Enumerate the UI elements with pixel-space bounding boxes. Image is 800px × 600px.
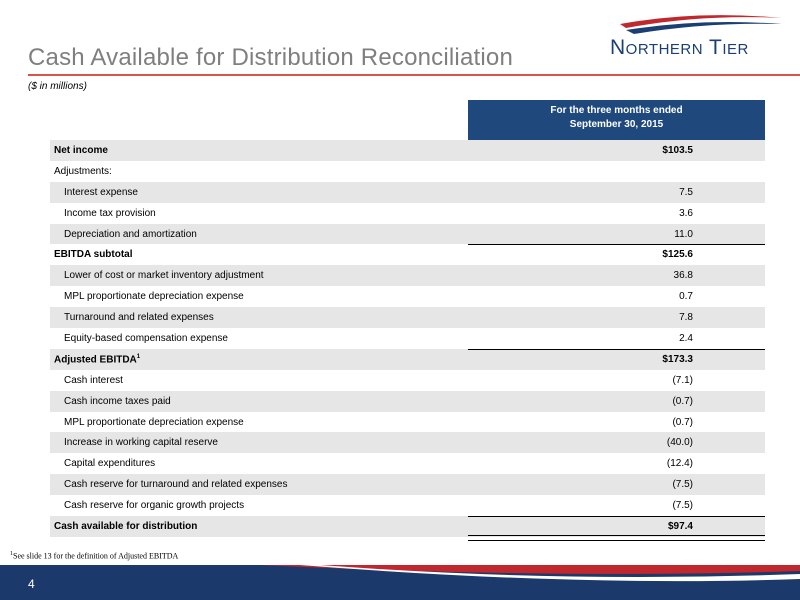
row-label: MPL proportionate depreciation expense — [64, 416, 244, 428]
table-row — [50, 412, 765, 433]
row-value: $103.5 — [662, 145, 693, 156]
row-value: 2.4 — [679, 333, 693, 345]
period-header-line2: September 30, 2015 — [569, 119, 664, 130]
row-label: Cash available for distribution — [54, 521, 198, 533]
row-label: Cash interest — [64, 374, 123, 386]
table-row — [50, 432, 765, 453]
row-label: Cash reserve for turnaround and related expenses — [64, 479, 288, 491]
row-value: (0.7) — [672, 395, 693, 407]
table-row — [50, 161, 765, 182]
footnote-marker: 1 — [10, 551, 13, 557]
table-row — [50, 370, 765, 391]
row-label: Turnaround and related expenses — [64, 312, 214, 324]
row-label: Depreciation and amortization — [64, 228, 197, 240]
row-value: 36.8 — [673, 270, 693, 282]
row-value: 7.8 — [679, 312, 693, 324]
period-header-line1: For the three months ended — [550, 105, 683, 116]
row-value: $125.6 — [662, 249, 693, 261]
table-row — [50, 265, 765, 286]
row-value: 3.6 — [679, 207, 693, 219]
footer-band — [0, 565, 800, 600]
period-header — [468, 100, 765, 140]
table-row — [50, 474, 765, 495]
row-label-text: Adjusted EBITDA — [54, 354, 137, 366]
page-number: 4 — [28, 577, 35, 591]
row-value: 0.7 — [679, 291, 693, 303]
row-value: (40.0) — [666, 437, 693, 449]
table-row — [50, 140, 765, 161]
row-label: Net income — [54, 145, 108, 156]
row-value: (7.5) — [672, 500, 693, 512]
row-value: 7.5 — [679, 186, 693, 198]
row-value: (7.1) — [672, 374, 693, 386]
table-row — [50, 286, 765, 307]
table-row — [50, 224, 765, 245]
table-row-subtotal — [50, 349, 765, 370]
footnote — [10, 551, 178, 561]
row-label: Capital expenditures — [64, 458, 156, 470]
table-row — [50, 203, 765, 224]
table-row — [50, 182, 765, 203]
table-row-total — [50, 516, 765, 537]
row-value: (0.7) — [672, 416, 693, 428]
row-value: $97.4 — [667, 521, 693, 533]
row-label: Income tax provision — [64, 207, 156, 219]
title-underline — [28, 74, 800, 76]
row-value: (12.4) — [666, 458, 693, 470]
slide-title: Cash Available for Distribution Reconciliation — [28, 44, 514, 71]
row-label: Lower of cost or market inventory adjustment — [64, 270, 264, 282]
footnote-text: See slide 13 for the definition of Adjusted EBITDA — [13, 551, 179, 561]
table-row — [50, 307, 765, 328]
row-label: Equity-based compensation expense — [64, 333, 228, 345]
table-row — [50, 328, 765, 349]
row-label: MPL proportionate depreciation expense — [64, 291, 244, 303]
row-label: Interest expense — [64, 186, 138, 198]
row-value: 11.0 — [674, 228, 693, 240]
row-label: Cash reserve for organic growth projects — [64, 500, 245, 512]
row-label: EBITDA subtotal — [54, 249, 133, 261]
row-label: Cash income taxes paid — [64, 395, 171, 407]
units-note: ($ in millions) — [28, 81, 87, 92]
table-row-subtotal — [50, 244, 765, 265]
table-row — [50, 495, 765, 516]
table-row — [50, 453, 765, 474]
row-label — [54, 354, 140, 365]
footnote-marker: 1 — [136, 353, 141, 360]
row-value: (7.5) — [672, 479, 693, 491]
row-label: Adjustments: — [54, 165, 112, 177]
table-body — [50, 140, 765, 537]
row-label: Increase in working capital reserve — [64, 437, 218, 449]
table-row — [50, 391, 765, 412]
logo-wordmark: NORTHERN TIER — [610, 36, 749, 59]
row-value: $173.3 — [662, 353, 693, 365]
